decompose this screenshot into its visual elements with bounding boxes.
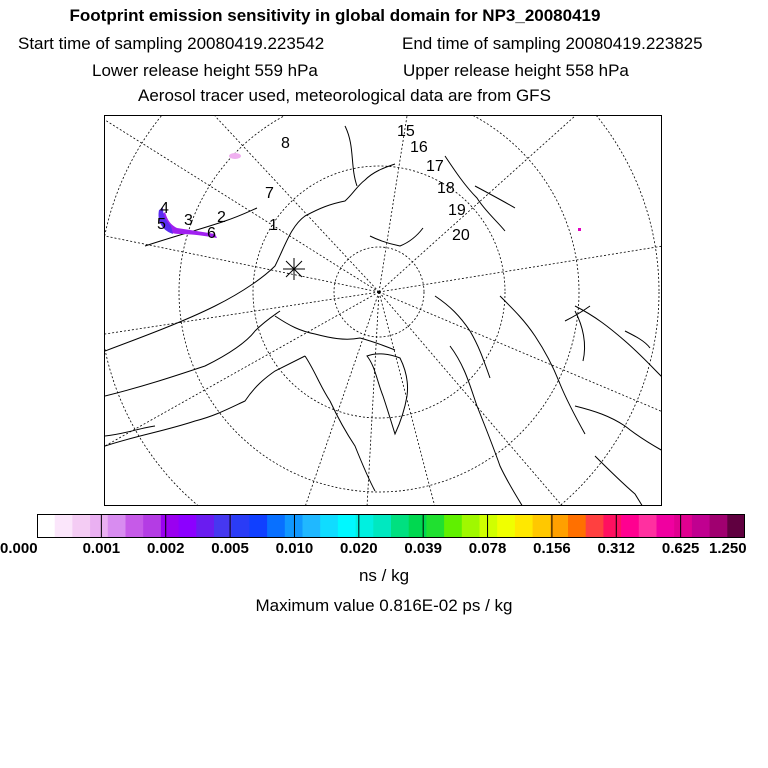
trajectory-label: 19 [448, 202, 466, 219]
meridian-line [379, 246, 662, 292]
sensitivity-spot [578, 228, 581, 231]
coastline [345, 126, 357, 186]
meridian-line [379, 292, 662, 412]
polar-map [104, 115, 662, 506]
colorbar-swatch [249, 514, 267, 538]
coastline [105, 164, 395, 351]
colorbar-swatch [550, 514, 568, 538]
colorbar-swatch [108, 514, 126, 538]
start-time-label: Start time of sampling 20080419.223542 [18, 34, 325, 53]
colorbar-swatch [727, 514, 745, 538]
colorbar-swatch [90, 514, 108, 538]
colorbar-swatch [409, 514, 427, 538]
coastline [595, 456, 643, 506]
colorbar-swatch [533, 514, 551, 538]
colorbar-swatch [37, 514, 55, 538]
colorbar-tick-label: 0.039 [404, 540, 442, 557]
coastline [575, 311, 585, 361]
colorbar-swatch [639, 514, 657, 538]
colorbar-swatch [515, 514, 533, 538]
colorbar-swatch [126, 514, 144, 538]
colorbar-swatch [320, 514, 338, 538]
colorbar-swatch [480, 514, 498, 538]
colorbar-swatch [72, 514, 90, 538]
upper-release-height-label: Upper release height 558 hPa [403, 61, 629, 80]
colorbar-swatch [692, 514, 710, 538]
meridian-line [105, 292, 379, 446]
tracer-info-label: Aerosol tracer used, meteorological data are from GFS [138, 86, 551, 105]
coastline [105, 356, 305, 446]
colorbar-swatch [621, 514, 639, 538]
plot-title: Footprint emission sensitivity in global domain for NP3_20080419 [69, 6, 601, 25]
latitude-circle [179, 116, 579, 492]
meridian-line [105, 292, 379, 334]
colorbar-swatch [391, 514, 409, 538]
colorbar-tick-label: 0.156 [533, 540, 571, 557]
colorbar-tick-label: 0.000 [0, 540, 38, 557]
coastline [575, 406, 662, 451]
sensitivity-spot [229, 153, 241, 159]
colorbar-swatch [373, 514, 391, 538]
colorbar-swatch [586, 514, 604, 538]
colorbar-tick-label: 0.005 [211, 540, 249, 557]
colorbar-swatch [710, 514, 728, 538]
colorbar-tick-label: 1.250 [709, 540, 747, 557]
trajectory-label: 16 [410, 139, 428, 156]
colorbar-swatch [285, 514, 303, 538]
release-location-marker [283, 258, 305, 280]
coastline [370, 228, 423, 246]
lower-release-height-label: Lower release height 559 hPa [92, 61, 318, 80]
colorbar-swatch [674, 514, 692, 538]
graticule [105, 116, 662, 506]
trajectory-label: 17 [426, 158, 444, 175]
meridian-line [105, 236, 379, 292]
colorbar-swatch [232, 514, 250, 538]
trajectory-label: 1 [269, 217, 278, 234]
colorbar-swatch [214, 514, 232, 538]
meridian-line [379, 116, 575, 292]
colorbar-unit: ns / kg [358, 566, 410, 585]
meridian-line [305, 292, 379, 506]
greenland-coast [367, 354, 408, 434]
trajectory-label: 7 [265, 185, 274, 202]
colorbar-swatch [657, 514, 675, 538]
colorbar-swatch [161, 514, 179, 538]
trajectory-label: 15 [397, 123, 415, 140]
map-canvas [105, 116, 662, 506]
latitude-circle [105, 116, 659, 506]
colorbar-tick-label: 0.010 [275, 540, 314, 557]
colorbar-swatches [37, 514, 745, 538]
maximum-value-label: Maximum value 0.816E-02 ps / kg [255, 596, 513, 615]
colorbar-swatch [603, 514, 621, 538]
colorbar-tick-label: 0.001 [82, 540, 121, 557]
colorbar-tick-label: 0.002 [146, 540, 185, 557]
trajectory-label: 2 [217, 209, 226, 226]
colorbar-swatch [426, 514, 444, 538]
coastline [105, 311, 280, 396]
colorbar-swatch [568, 514, 586, 538]
trajectory-label: 5 [157, 216, 166, 233]
colorbar-swatch [179, 514, 197, 538]
trajectory-label: 20 [452, 227, 470, 244]
meridian-line [105, 120, 379, 292]
coastlines [105, 126, 662, 506]
coastline [625, 331, 650, 348]
colorbar-swatch [444, 514, 462, 538]
meridian-line [379, 116, 407, 292]
colorbar-tick-label: 0.078 [468, 540, 507, 557]
colorbar-tick-label: 0.625 [661, 540, 700, 557]
colorbar-swatch [196, 514, 214, 538]
colorbar-swatch [267, 514, 285, 538]
colorbar-swatch [303, 514, 321, 538]
trajectory-label: 4 [160, 200, 169, 217]
colorbar-tick-label: 0.312 [597, 540, 636, 557]
coastline [450, 346, 523, 506]
colorbar-swatch [55, 514, 73, 538]
end-time-label: End time of sampling 20080419.223825 [402, 34, 703, 53]
trajectory-label: 3 [184, 212, 193, 229]
trajectory-label: 18 [437, 180, 455, 197]
colorbar-tick-label: 0.020 [340, 540, 378, 557]
colorbar-swatch [143, 514, 161, 538]
trajectory-label: 8 [281, 135, 290, 152]
colorbar [37, 514, 745, 538]
colorbar-swatch [497, 514, 515, 538]
coastline [305, 356, 375, 491]
meridian-line [367, 292, 379, 506]
colorbar-swatch [462, 514, 480, 538]
trajectory-label: 6 [207, 225, 216, 242]
meridian-line [379, 292, 435, 506]
coastline [475, 186, 515, 208]
trajectory-labels [157, 123, 470, 244]
colorbar-swatch [338, 514, 356, 538]
